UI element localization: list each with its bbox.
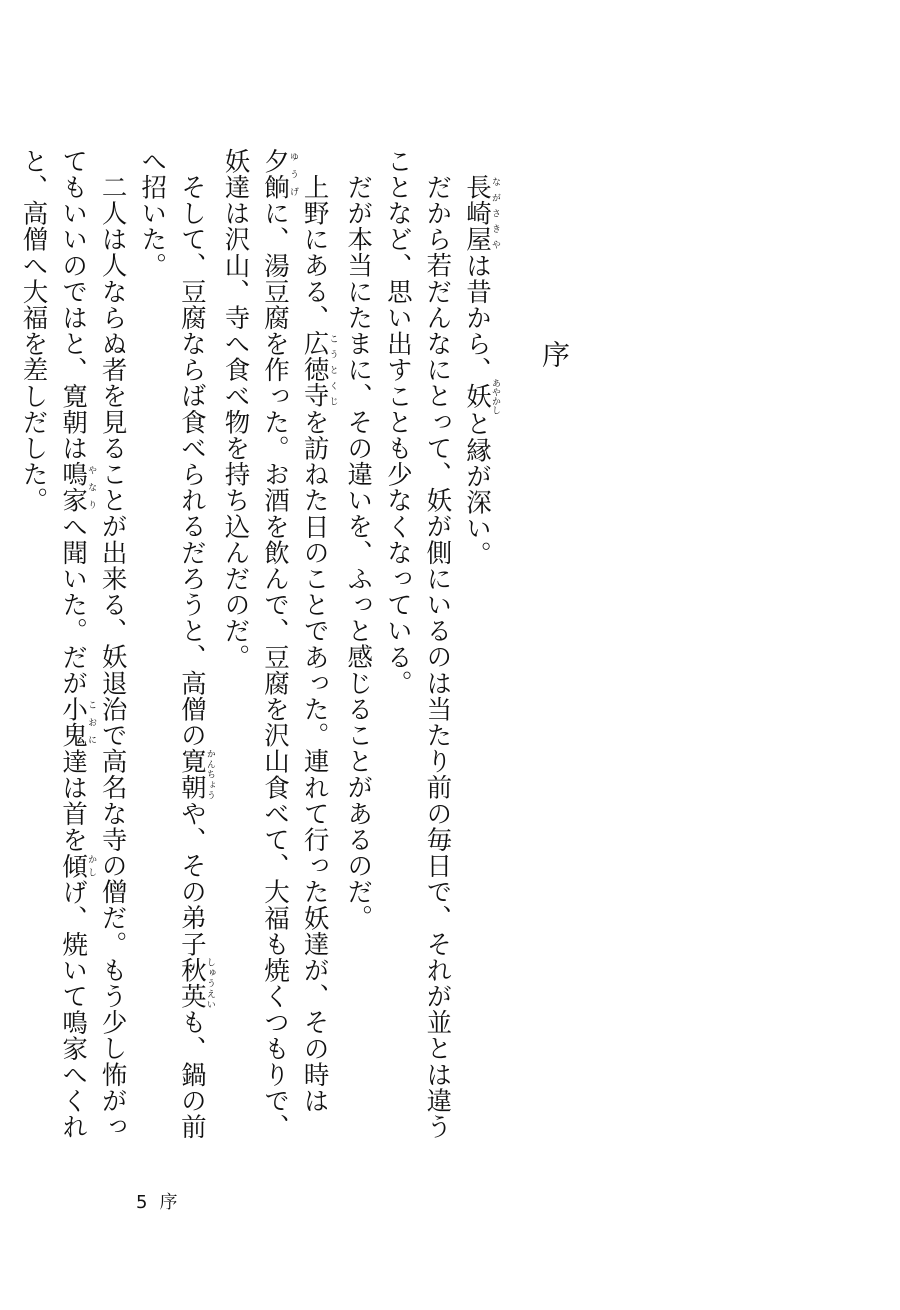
furigana: やなり	[86, 461, 97, 514]
furigana: こおに	[86, 696, 97, 749]
ruby-word	[299, 330, 338, 409]
ruby-base: 傾	[58, 852, 89, 879]
text-run: へ聞いた。だが	[58, 513, 89, 697]
text-run: げ、焼いて鳴家へくれと、高僧へ大福を差しだした。	[18, 148, 89, 1140]
running-title: 序	[159, 1192, 178, 1213]
text-run: 二人は人ならぬ者を見ることが出来る、妖退治で高名な寺の僧だ。もう少し怖がってもいいのではと、寛朝は	[58, 148, 128, 1140]
ruby-base: 妖	[462, 378, 492, 415]
furigana: ゆうげ	[288, 148, 299, 201]
ruby-base: 小鬼	[58, 696, 89, 749]
page-number: 5	[136, 1192, 148, 1213]
text-run: 達は首を	[58, 748, 89, 853]
body-text	[13, 148, 500, 1148]
furigana: しゅうえい	[204, 956, 215, 1009]
text-run: だが本当にたまに、その違いを、ふっと感じることがあるのだ。	[343, 173, 374, 931]
ruby-base: 広徳寺	[299, 330, 330, 409]
ruby-base: 夕餉	[260, 148, 291, 201]
ruby-base: 寛朝	[176, 747, 207, 800]
paragraph	[456, 148, 500, 1148]
furigana: かんちょう	[204, 747, 215, 800]
ruby-word	[176, 956, 215, 1009]
ruby-word	[462, 378, 500, 415]
page-footer	[136, 1192, 177, 1214]
ruby-base: 鳴家	[58, 461, 89, 514]
ruby-base: 長崎屋	[462, 173, 492, 252]
text-run: や、その弟子	[176, 799, 207, 957]
text-run: も、鍋の前へ招いた。	[137, 148, 207, 1140]
ruby-word	[176, 747, 215, 800]
chapter-title: 序	[538, 340, 571, 368]
text-run: と縁が深い。	[462, 410, 492, 567]
paragraph	[338, 148, 378, 1148]
paragraph	[13, 148, 132, 1148]
text-run: を訪ねた日のことであった。連れて行った妖達が、その時は	[299, 408, 330, 1114]
ruby-word	[58, 696, 97, 749]
furigana: かし	[86, 852, 97, 879]
paragraph	[215, 148, 338, 1148]
text-run: 上野にある、	[299, 173, 330, 331]
paragraph	[377, 148, 456, 1148]
text-run: に、湯豆腐を作った。お酒を飲んで、豆腐を沢山食べて、大福も焼くつもりで、妖達は沢山、寺へ食べ物を持ち込んだのだ。	[220, 148, 291, 1140]
ruby-word	[260, 148, 299, 201]
text-run: そして、豆腐ならば食べられるだろうと、高僧の	[176, 173, 207, 748]
ruby-word	[462, 173, 500, 252]
text-run: だから若だんなにとって、妖が側にいるのは当たり前の毎日で、それが並とは違うことなど、思い出すことも少なくなっている。	[382, 148, 453, 1140]
furigana: あやかし	[490, 378, 500, 415]
furigana: こうとくじ	[327, 330, 338, 409]
ruby-word	[58, 461, 97, 514]
paragraph	[132, 148, 215, 1148]
text-run: は昔から、	[462, 251, 492, 383]
furigana: ながさきや	[490, 173, 500, 252]
ruby-word	[58, 852, 97, 879]
ruby-base: 秋英	[176, 956, 207, 1009]
